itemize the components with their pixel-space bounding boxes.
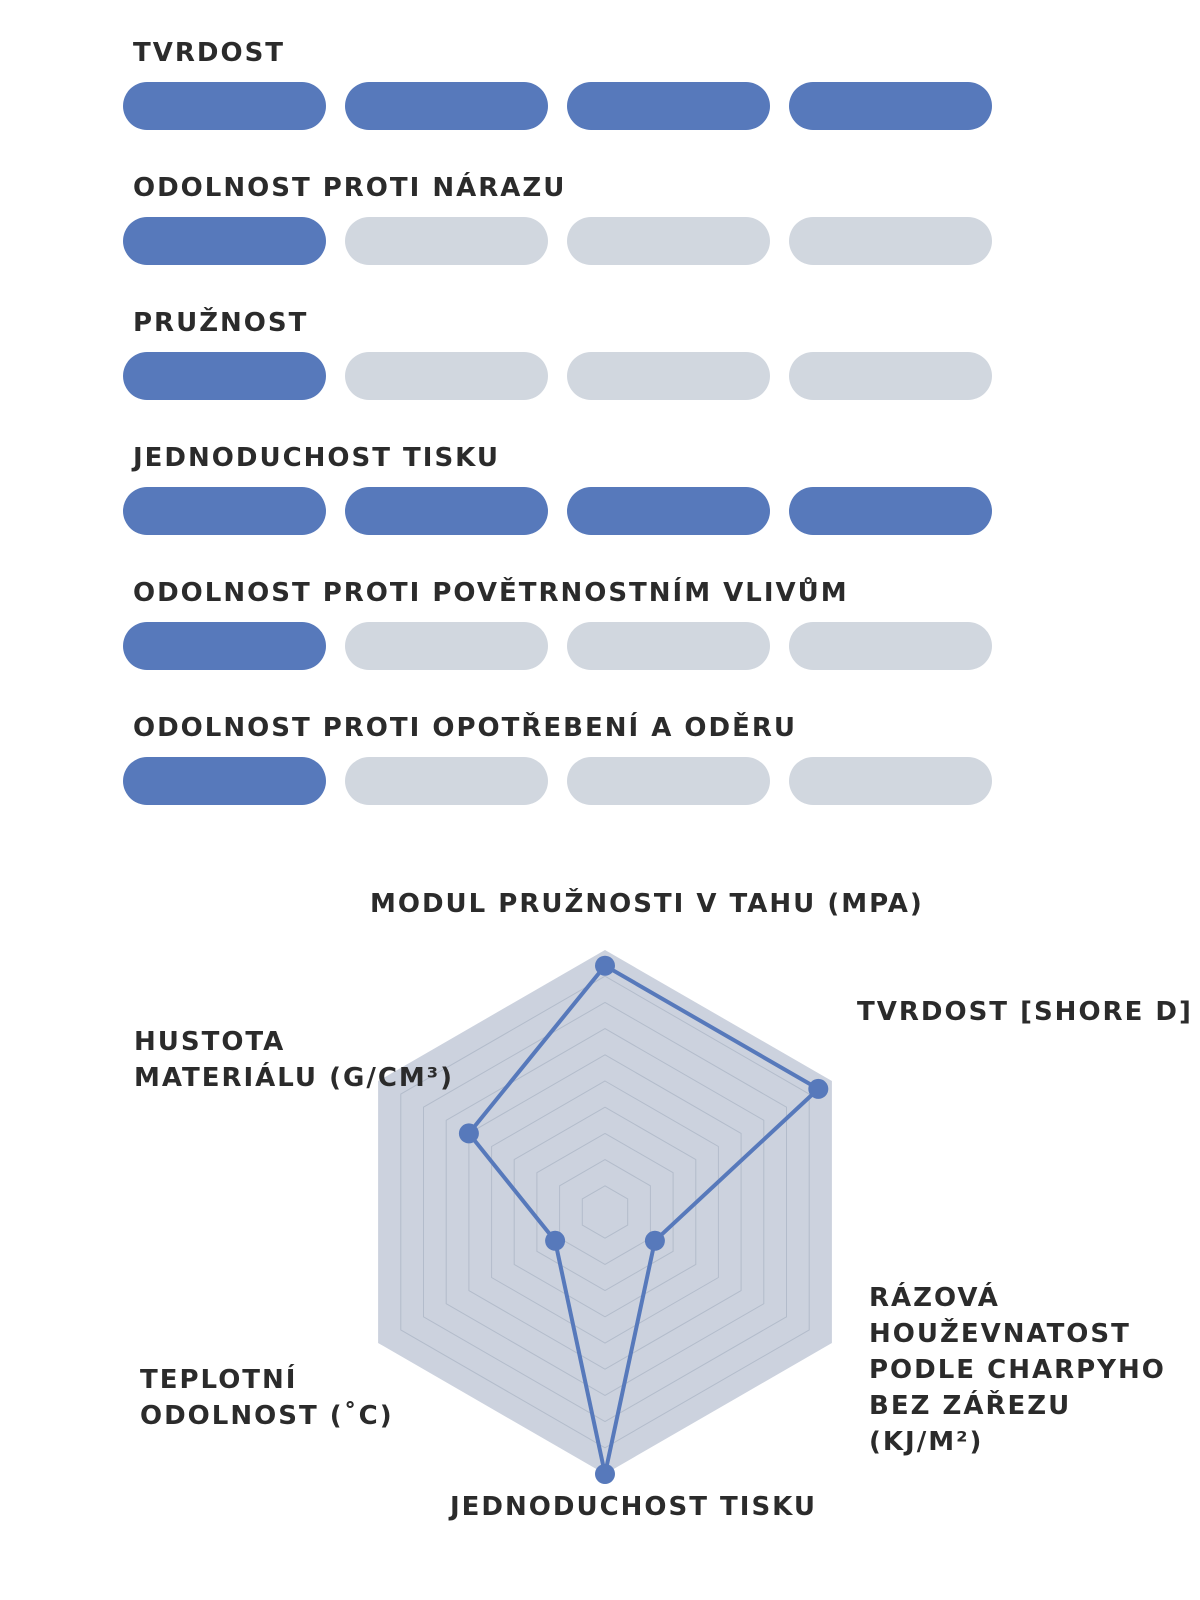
rating-pill-empty xyxy=(345,217,548,265)
rating-pill-filled xyxy=(123,352,326,400)
radar-point xyxy=(595,1464,615,1484)
rating-pill-empty xyxy=(345,352,548,400)
radar-chart xyxy=(0,880,1200,1600)
rating-level-bar xyxy=(123,82,1003,130)
rating-level-bar xyxy=(123,622,1003,670)
rating-pill-filled xyxy=(567,487,770,535)
rating-pill-empty xyxy=(789,622,992,670)
radar-axis-label-density xyxy=(134,1024,454,1096)
radar-point xyxy=(545,1231,565,1251)
rating-pill-filled xyxy=(123,757,326,805)
material-ratings xyxy=(123,34,1003,844)
rating-pill-empty xyxy=(567,217,770,265)
rating-level-bar xyxy=(123,757,1003,805)
rating-level-bar xyxy=(123,217,1003,265)
rating-pill-filled xyxy=(567,82,770,130)
rating-pill-empty xyxy=(789,217,992,265)
rating-row xyxy=(123,574,1003,709)
impact-strength-label-text: RÁZOVÁ HOUŽEVNATOST PODLE CHARPYHO BEZ ZÁŘEZU (KJ/M²) xyxy=(869,1283,1166,1457)
rating-level-bar xyxy=(123,352,1003,400)
rating-label: JEDNODUCHOST TISKU xyxy=(133,443,500,473)
rating-pill-filled xyxy=(345,82,548,130)
radar-axis-label-temperature-resistance xyxy=(140,1362,394,1434)
rating-pill-empty xyxy=(345,622,548,670)
rating-pill-filled xyxy=(789,82,992,130)
rating-pill-filled xyxy=(123,82,326,130)
rating-pill-empty xyxy=(345,757,548,805)
rating-pill-filled xyxy=(345,487,548,535)
radar-point xyxy=(595,956,615,976)
rating-pill-empty xyxy=(789,352,992,400)
radar-point xyxy=(808,1079,828,1099)
rating-pill-filled xyxy=(123,622,326,670)
rating-row xyxy=(123,439,1003,574)
rating-row xyxy=(123,169,1003,304)
rating-level-bar xyxy=(123,487,1003,535)
rating-pill-filled xyxy=(123,487,326,535)
rating-pill-filled xyxy=(123,217,326,265)
rating-label: ODOLNOST PROTI NÁRAZU xyxy=(133,173,567,203)
rating-label: ODOLNOST PROTI POVĚTRNOSTNÍM VLIVŮM xyxy=(133,578,849,608)
rating-pill-empty xyxy=(789,757,992,805)
rating-pill-empty xyxy=(567,352,770,400)
temperature-label-text: TEPLOTNÍ ODOLNOST (˚C) xyxy=(140,1365,394,1431)
rating-row xyxy=(123,304,1003,439)
radar-axis-label-hardness: TVRDOST [SHORE D] xyxy=(857,997,1193,1027)
density-label-text: HUSTOTA MATERIÁLU (G/CM³) xyxy=(134,1027,455,1093)
rating-label: ODOLNOST PROTI OPOTŘEBENÍ A ODĚRU xyxy=(133,713,797,743)
radar-point xyxy=(459,1123,479,1143)
rating-row xyxy=(123,34,1003,169)
radar-axis-label-tensile-modulus: MODUL PRUŽNOSTI V TAHU (MPA) xyxy=(370,889,924,919)
radar-axis-label-printability: JEDNODUCHOST TISKU xyxy=(450,1492,817,1522)
rating-pill-filled xyxy=(789,487,992,535)
rating-pill-empty xyxy=(567,757,770,805)
rating-pill-empty xyxy=(567,622,770,670)
radar-point xyxy=(645,1231,665,1251)
rating-row xyxy=(123,709,1003,844)
rating-label: PRUŽNOST xyxy=(133,308,309,338)
rating-label: TVRDOST xyxy=(133,38,286,68)
radar-axis-label-impact-strength xyxy=(869,1280,1166,1460)
